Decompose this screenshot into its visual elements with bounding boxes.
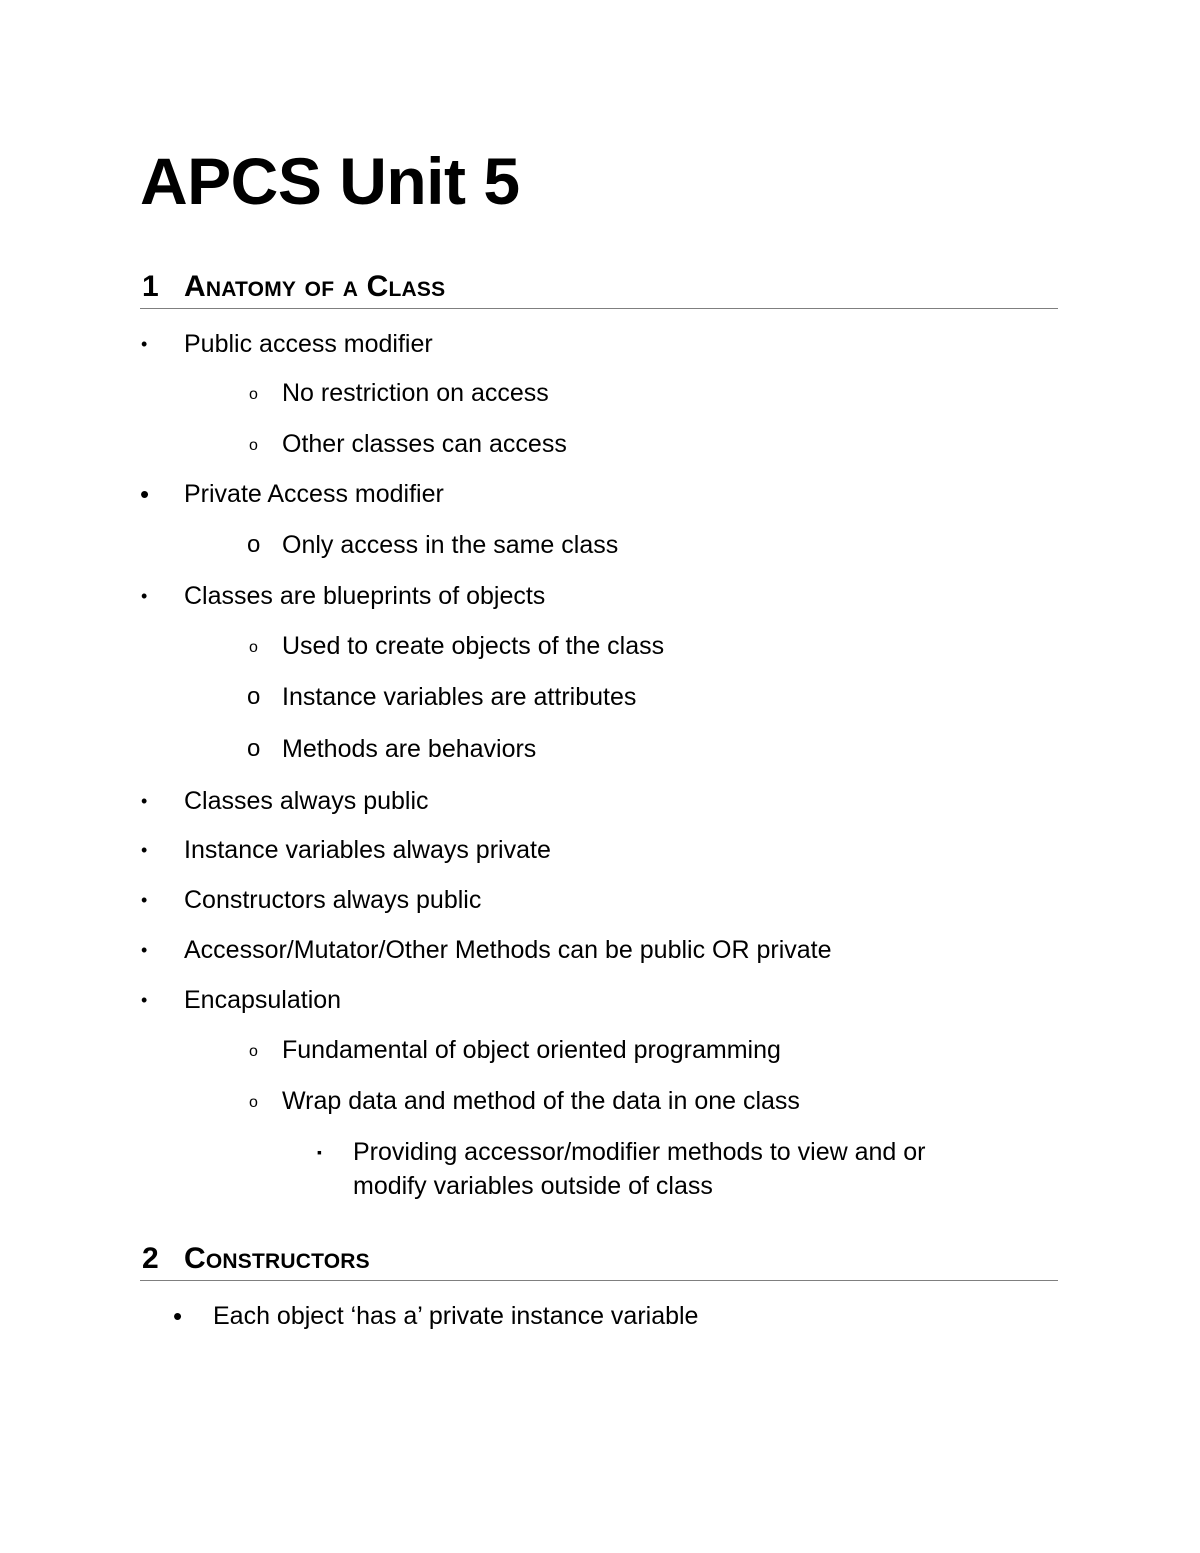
sub-bullet-marker: o — [249, 437, 258, 454]
document-title: APCS Unit 5 — [140, 144, 520, 218]
list-item: Instance variables always private — [184, 836, 551, 864]
bullet-marker: • — [141, 990, 148, 1010]
sub-bullet-marker: o — [249, 639, 258, 656]
list-item: Methods are behaviors — [282, 735, 537, 763]
list-item: Encapsulation — [184, 986, 342, 1014]
bullet-marker: • — [141, 840, 148, 860]
section-heading-constructors — [140, 1242, 1058, 1281]
list-item: Other classes can access — [282, 430, 567, 458]
list-item: No restriction on access — [282, 379, 549, 407]
bullet-marker: • — [141, 791, 148, 811]
list-item: Classes always public — [184, 787, 429, 815]
sub-bullet-marker: o — [247, 531, 261, 558]
section-number: 2 — [142, 1242, 159, 1275]
section-heading-anatomy — [140, 270, 1058, 309]
sub-bullet-marker: o — [249, 1043, 258, 1060]
sub-bullet-marker: o — [247, 683, 261, 710]
list-item: Accessor/Mutator/Other Methods can be public OR private — [184, 936, 832, 964]
section-title: Anatomy of a Class — [184, 270, 446, 303]
list-item: Fundamental of object oriented programming — [282, 1036, 781, 1064]
list-item: Wrap data and method of the data in one class — [282, 1087, 800, 1115]
list-item: Only access in the same class — [282, 531, 619, 559]
list-item: Classes are blueprints of objects — [184, 582, 546, 610]
sub-bullet-marker: o — [247, 735, 261, 762]
section-title: Constructors — [184, 1242, 370, 1275]
bullet-marker: • — [140, 479, 150, 509]
sub-bullet-marker: o — [249, 1094, 258, 1111]
list-item-continuation: modify variables outside of class — [353, 1172, 713, 1200]
list-item: Public access modifier — [184, 330, 433, 358]
list-item: Each object ‘has a’ private instance variable — [213, 1302, 699, 1330]
bullet-marker: • — [141, 890, 148, 910]
bullet-marker: • — [173, 1301, 183, 1331]
list-item: Private Access modifier — [184, 480, 444, 508]
bullet-marker: • — [141, 940, 148, 960]
list-item: Providing accessor/modifier methods to view and or — [353, 1138, 926, 1166]
sub-bullet-marker: o — [249, 386, 258, 403]
bullet-marker: • — [141, 586, 148, 606]
list-item: Instance variables are attributes — [282, 683, 637, 711]
bullet-marker: • — [141, 334, 148, 354]
square-bullet-marker: ▪ — [317, 1144, 322, 1160]
list-item: Used to create objects of the class — [282, 632, 665, 660]
list-item: Constructors always public — [184, 886, 482, 914]
section-number: 1 — [142, 270, 159, 303]
